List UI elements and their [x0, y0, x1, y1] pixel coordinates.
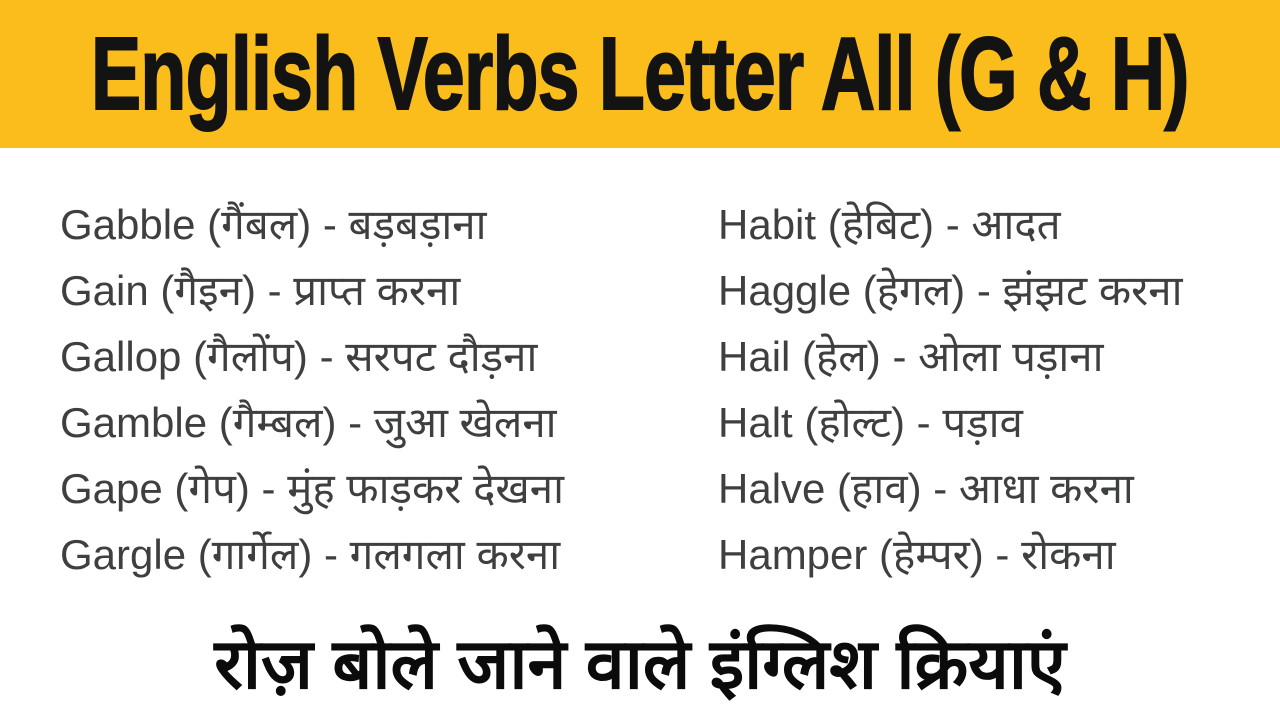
vocab-entry: Haggle (हेगल) - झंझट करना	[718, 267, 1183, 314]
vocab-entry: Gabble (गैंबल) - बड़बड़ाना	[60, 201, 487, 248]
vocab-list	[0, 148, 1280, 588]
vocab-entry: Gain (गैइन) - प्राप्त करना	[60, 267, 461, 314]
vocab-entry: Hail (हेल) - ओला पड़ाना	[718, 333, 1104, 380]
vocab-entry: Hamper (हेम्पर) - रोकना	[718, 531, 1116, 578]
footer-tagline: रोज़ बोले जाने वाले इंग्लिश क्रियाएं	[214, 625, 1066, 703]
vocab-entry: Gape (गेप) - मुंह फाड़कर देखना	[60, 465, 564, 512]
page-title: English Verbs Letter All (G & H)	[91, 16, 1189, 131]
vocab-entry: Gargle (गार्गेल) - गलगला करना	[60, 531, 561, 578]
vocab-entry: Gallop (गैलोंप) - सरपट दौड़ना	[60, 333, 538, 380]
vocab-column-g	[60, 192, 718, 588]
title-banner	[0, 0, 1280, 148]
vocab-entry: Gamble (गैम्बल) - जुआ खेलना	[60, 399, 557, 446]
vocab-entry: Habit (हेबिट) - आदत	[718, 201, 1061, 248]
vocab-entry: Halt (होल्ट) - पड़ाव	[718, 399, 1023, 446]
vocab-column-h	[718, 192, 1280, 588]
vocab-entry: Halve (हाव) - आधा करना	[718, 465, 1134, 512]
